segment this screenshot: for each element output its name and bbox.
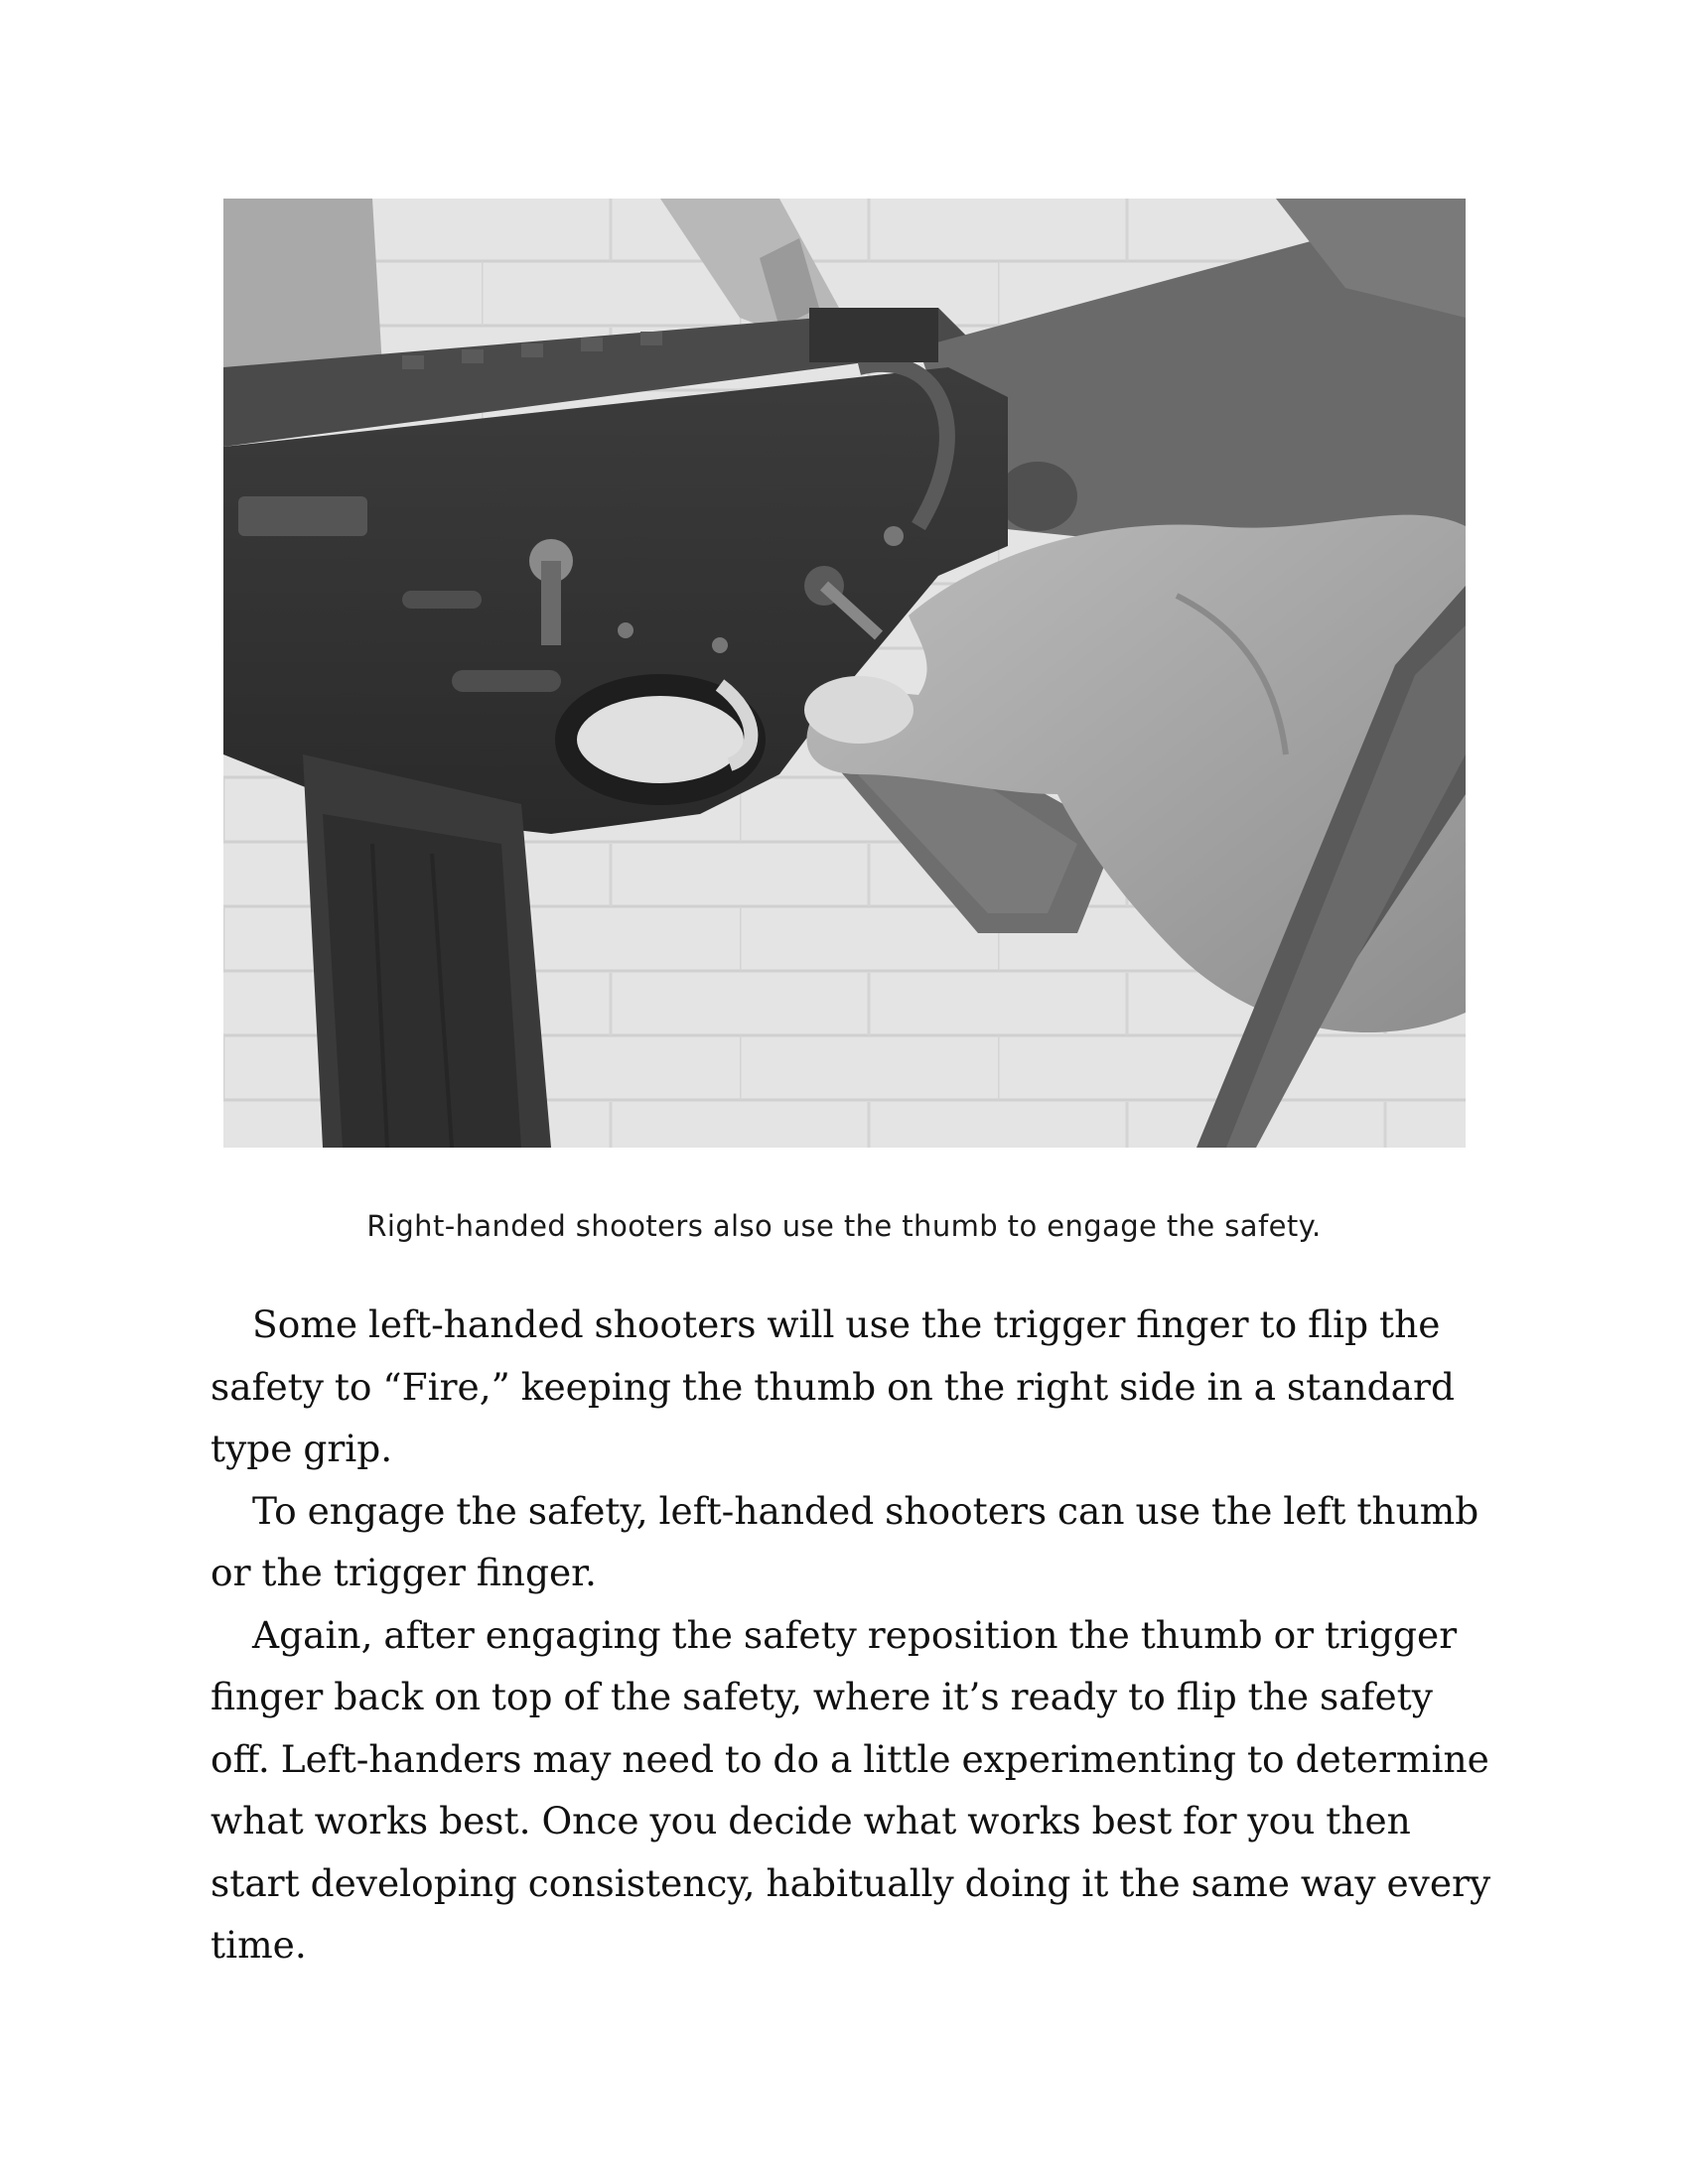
body-text bbox=[211, 1294, 1491, 1977]
paragraph-2: To engage the safety, left-handed shooters can use the left thumb or the trigger finger. bbox=[211, 1488, 1479, 1594]
paragraph-3: Again, after engaging the safety reposition the thumb or trigger finger back on top of the safety, where it’s ready to flip the safety off. Left-handers may need to do a little experimenting to determine what works best. Once you decide what works best for you then start developing consistency, habitually doing it the same way every time. bbox=[211, 1612, 1491, 1967]
rifle-safety-photo bbox=[223, 199, 1466, 1148]
photo-illustration bbox=[223, 199, 1466, 1148]
figure-caption: Right-handed shooters also use the thumb to engage the safety. bbox=[366, 1209, 1322, 1243]
paragraph-1: Some left-handed shooters will use the trigger finger to flip the safety to “Fire,” keeping the thumb on the right side in a standard type grip. bbox=[211, 1302, 1455, 1470]
